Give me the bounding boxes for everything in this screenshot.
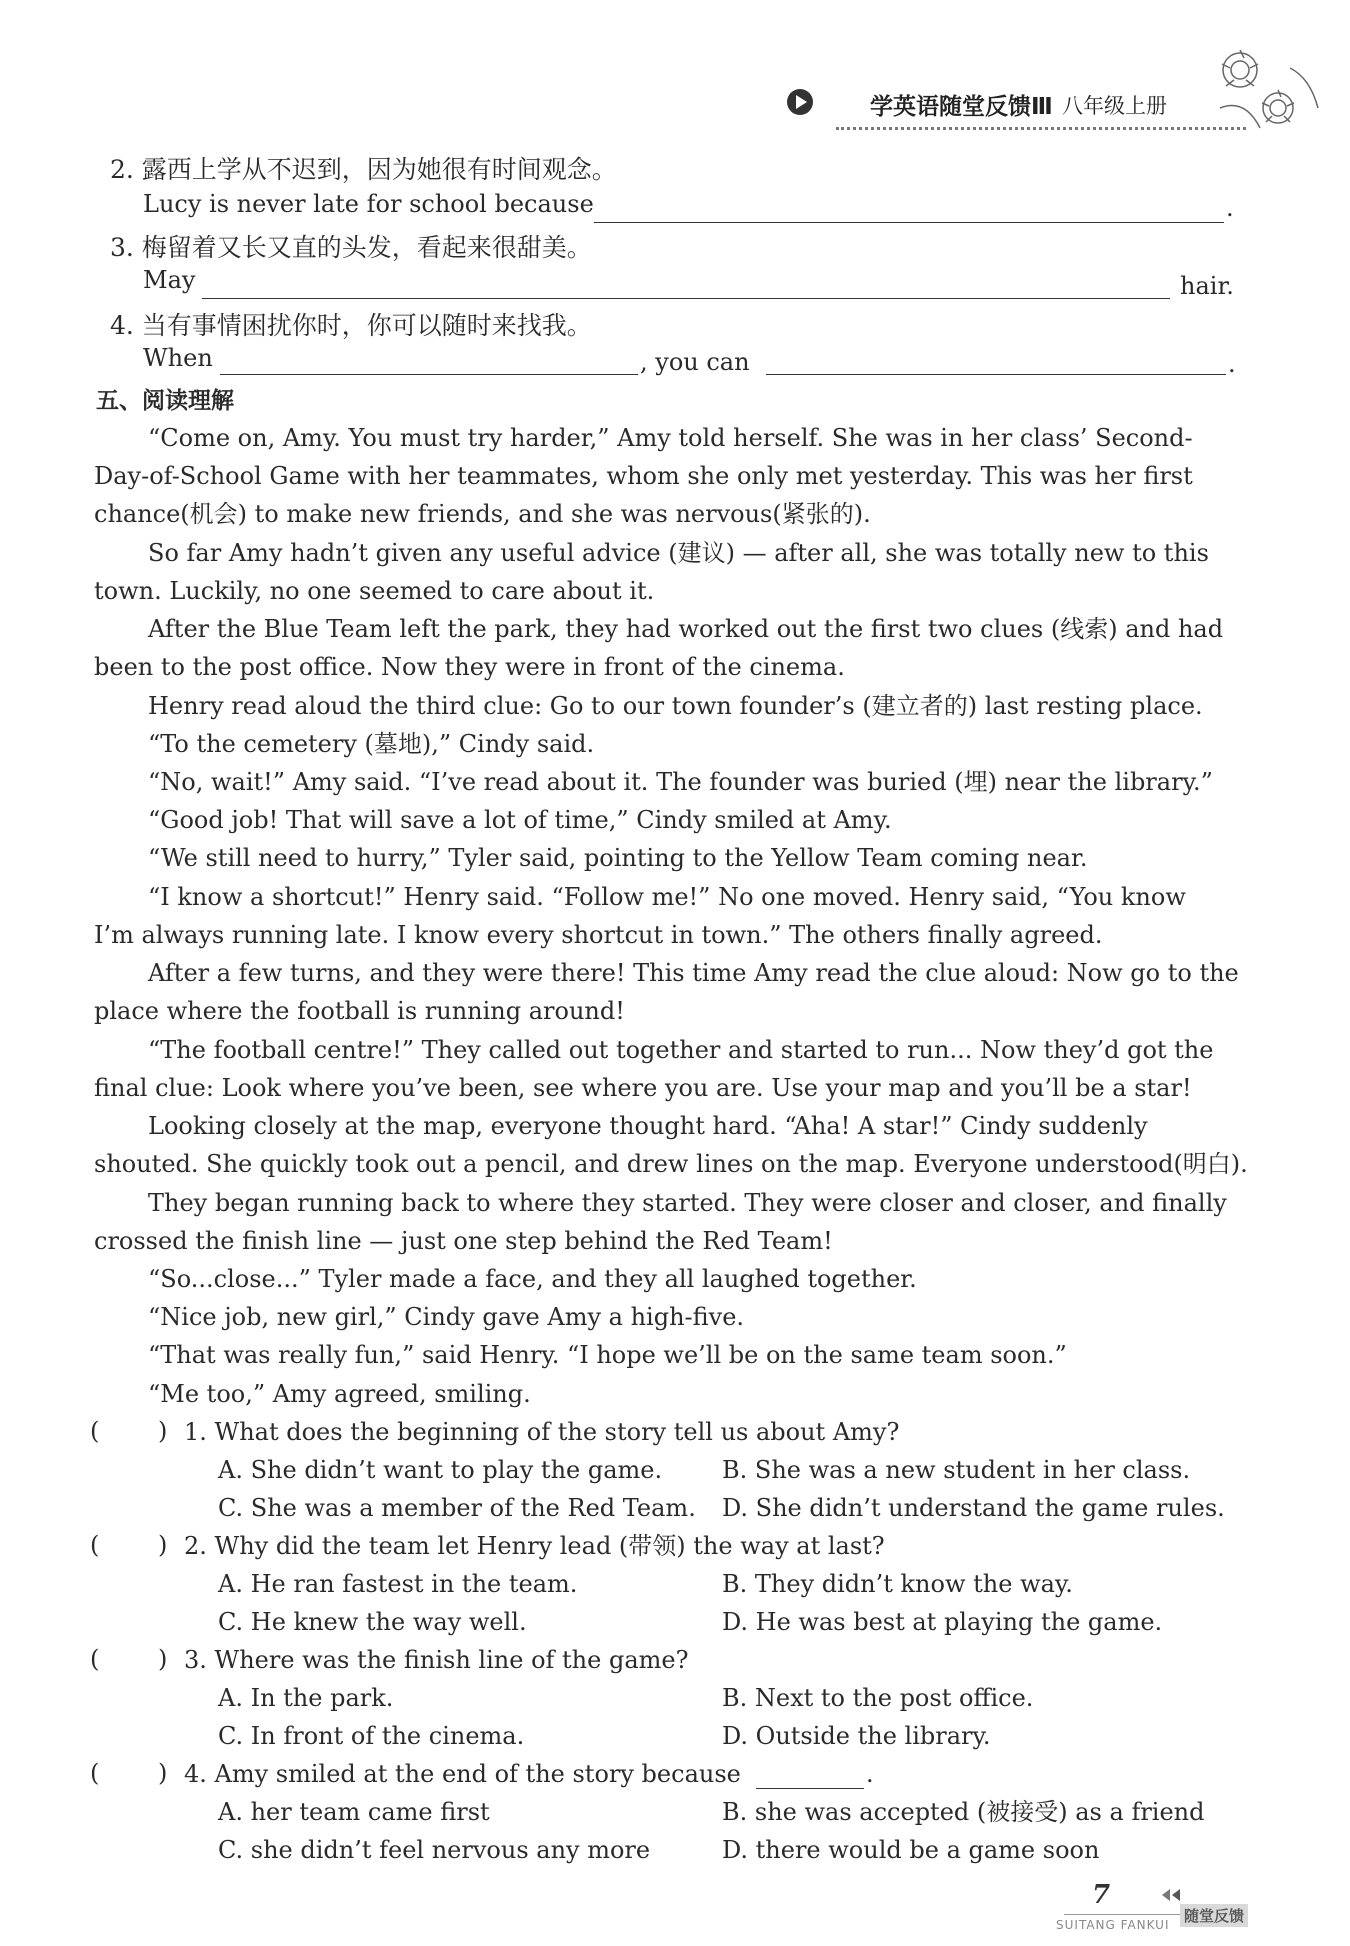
question-4-english-when: When <box>143 344 213 372</box>
passage-line: place where the football is running around! <box>94 997 625 1025</box>
grade-label: 八年级上册 <box>1062 94 1167 118</box>
period: . <box>1226 194 1234 222</box>
passage-line: After a few turns, and they were there! This time Amy read the clue aloud: Now go to the <box>148 959 1239 987</box>
answer-bracket-close: ) <box>158 1531 168 1559</box>
passage-line: “Good job! That will save a lot of time,” Cindy smiled at Amy. <box>148 806 892 834</box>
option-c[interactable]: C. He knew the way well. <box>218 1608 527 1636</box>
option-a[interactable]: A. her team came first <box>218 1798 490 1826</box>
question-2-chinese: 2. 露西上学从不迟到，因为她很有时间观念。 <box>110 155 617 184</box>
answer-bracket-open[interactable]: ( <box>90 1645 100 1673</box>
option-d[interactable]: D. He was best at playing the game. <box>722 1608 1163 1636</box>
answer-bracket-open[interactable]: ( <box>90 1417 100 1445</box>
footer-pinyin: SUITANG FANKUI <box>1056 1918 1170 1932</box>
question-4-english-you-can: , you can <box>640 348 750 376</box>
question-stem: 3. Where was the finish line of the game? <box>184 1646 689 1674</box>
option-a[interactable]: A. In the park. <box>218 1684 394 1712</box>
passage-line: chance(机会) to make new friends, and she was nervous(紧张的). <box>94 500 871 528</box>
passage-line: “Come on, Amy. You must try harder,” Amy told herself. She was in her class’ Second- <box>148 424 1193 452</box>
passage-line: been to the post office. Now they were in front of the cinema. <box>94 653 845 681</box>
option-b[interactable]: B. Next to the post office. <box>722 1684 1034 1712</box>
passage-line: Henry read aloud the third clue: Go to our town founder’s (建立者的) last resting place. <box>148 692 1203 720</box>
passage-line: So far Amy hadn’t given any useful advice (建议) — after all, she was totally new to this <box>148 539 1209 567</box>
option-b[interactable]: B. She was a new student in her class. <box>722 1456 1191 1484</box>
option-c[interactable]: C. In front of the cinema. <box>218 1722 525 1750</box>
option-a[interactable]: A. She didn’t want to play the game. <box>218 1456 663 1484</box>
stem-period: . <box>866 1760 874 1788</box>
question-4-chinese: 4. 当有事情困扰你时，你可以随时来找我。 <box>110 311 592 340</box>
question-3-english: May <box>143 266 196 294</box>
option-b[interactable]: B. she was accepted (被接受) as a friend <box>722 1798 1205 1826</box>
option-c[interactable]: C. She was a member of the Red Team. <box>218 1494 696 1522</box>
option-d[interactable]: D. Outside the library. <box>722 1722 991 1750</box>
book-title: 学英语随堂反馈Ⅲ <box>870 94 1053 120</box>
question-2-english: Lucy is never late for school because <box>143 190 594 218</box>
passage-line: final clue: Look where you’ve been, see where you are. Use your map and you’ll be a star! <box>94 1074 1192 1102</box>
passage-line: “I know a shortcut!” Henry said. “Follow me!” No one moved. Henry said, “You know <box>148 883 1186 911</box>
option-b[interactable]: B. They didn’t know the way. <box>722 1570 1073 1598</box>
answer-bracket-close: ) <box>158 1645 168 1673</box>
passage-line: “The football centre!” They called out together and started to run... Now they’d got the <box>148 1036 1214 1064</box>
period: . <box>1228 350 1236 378</box>
passage-line: crossed the finish line — just one step behind the Red Team! <box>94 1227 833 1255</box>
question-stem: 2. Why did the team let Henry lead (带领) the way at last? <box>184 1532 885 1560</box>
passage-line: “So...close...” Tyler made a face, and they all laughed together. <box>148 1265 917 1293</box>
option-a[interactable]: A. He ran fastest in the team. <box>218 1570 578 1598</box>
passage-line: I’m always running late. I know every shortcut in town.” The others finally agreed. <box>94 921 1103 949</box>
passage-line: “Nice job, new girl,” Cindy gave Amy a high-five. <box>148 1303 745 1331</box>
passage-line: “Me too,” Amy agreed, smiling. <box>148 1380 531 1408</box>
footer-rule <box>1064 1914 1182 1915</box>
passage-line: town. Luckily, no one seemed to care about it. <box>94 577 655 605</box>
hair-word: hair. <box>1180 272 1234 300</box>
passage-line: They began running back to where they started. They were closer and closer, and finally <box>148 1189 1227 1217</box>
answer-bracket-close: ) <box>158 1759 168 1787</box>
passage-line: “We still need to hurry,” Tyler said, pointing to the Yellow Team coming near. <box>148 844 1088 872</box>
double-arrow-icon <box>1160 1888 1182 1902</box>
option-c[interactable]: C. she didn’t feel nervous any more <box>218 1836 651 1864</box>
page-number: 7 <box>1092 1880 1111 1910</box>
question-3-chinese: 3. 梅留着又长又直的头发，看起来很甜美。 <box>110 233 592 262</box>
option-d[interactable]: D. there would be a game soon <box>722 1836 1100 1864</box>
passage-line: “To the cemetery (墓地),” Cindy said. <box>148 730 595 758</box>
footer-tag: 随堂反馈 <box>1180 1904 1248 1927</box>
passage-line: “That was really fun,” said Henry. “I hope we’ll be on the same team soon.” <box>148 1341 1067 1369</box>
passage-line: shouted. She quickly took out a pencil, and drew lines on the map. Everyone understood(明白). <box>94 1150 1248 1178</box>
answer-bracket-open[interactable]: ( <box>90 1531 100 1559</box>
passage-line: After the Blue Team left the park, they had worked out the first two clues (线索) and had <box>148 615 1224 643</box>
answer-blank[interactable] <box>756 1766 864 1789</box>
passage-line: Day-of-School Game with her teammates, whom she only met yesterday. This was her first <box>94 462 1193 490</box>
passage-line: “No, wait!” Amy said. “I’ve read about it. The founder was buried (埋) near the library.” <box>148 768 1213 796</box>
option-d[interactable]: D. She didn’t understand the game rules. <box>722 1494 1225 1522</box>
answer-bracket-open[interactable]: ( <box>90 1759 100 1787</box>
answer-bracket-close: ) <box>158 1417 168 1445</box>
question-stem: 4. Amy smiled at the end of the story because <box>184 1760 741 1788</box>
question-stem: 1. What does the beginning of the story tell us about Amy? <box>184 1418 900 1446</box>
section-title: 五、阅读理解 <box>96 388 234 414</box>
passage-line: Looking closely at the map, everyone thought hard. “Aha! A star!” Cindy suddenly <box>148 1112 1148 1140</box>
